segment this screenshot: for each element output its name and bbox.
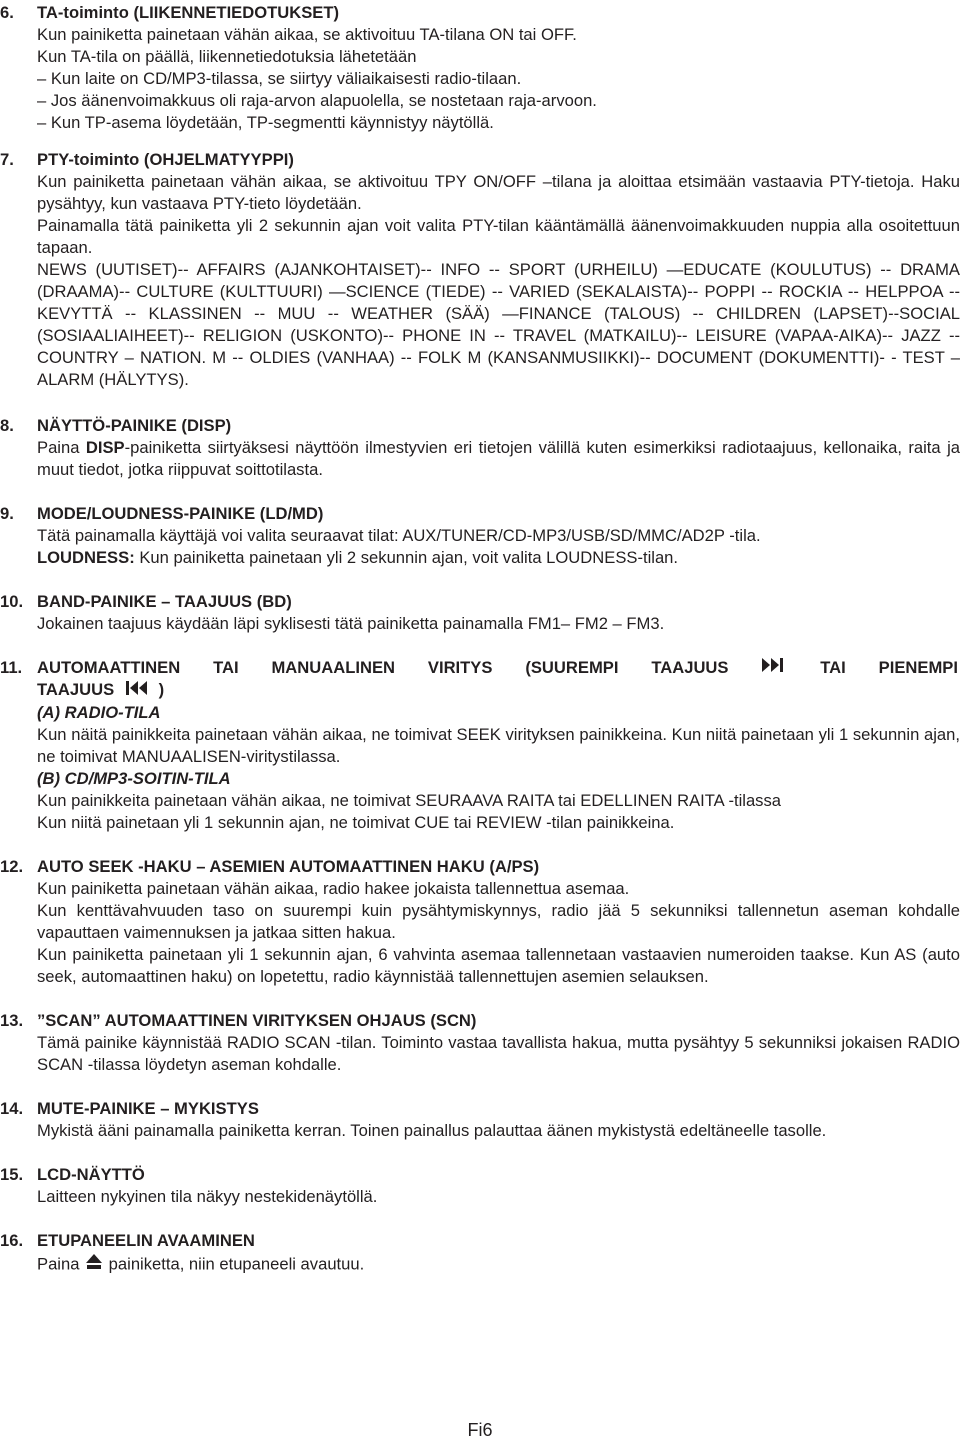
- paragraph: [37, 437, 960, 481]
- section-title: ”SCAN” AUTOMAATTINEN VIRITYKSEN OHJAUS (SCN): [37, 1010, 477, 1030]
- section-14: [0, 1098, 960, 1142]
- section-title-continued: [37, 679, 960, 702]
- section-number: 9.: [0, 504, 14, 523]
- title-word: AUTOMAATTINEN: [37, 658, 181, 677]
- title-word: ): [158, 680, 165, 699]
- section-11: [0, 657, 960, 834]
- paragraph: Kun kenttävahvuuden taso on suurempi kuin pysähtymiskynnys, radio jää 5 sekunniksi tallennetun aseman kohdalle vapauttaen vaimennuksen ja jatkaa sitten hakua.: [37, 900, 960, 942]
- text-line: Kun painiketta painetaan vähän aikaa, radio hakee jokaista tallennettua asemaa.: [37, 878, 630, 898]
- title-word: TAI: [820, 658, 846, 677]
- section-title: TA-toiminto (LIIKENNETIEDOTUKSET): [37, 3, 340, 22]
- text-fragment: Kun painiketta painetaan yli 2 sekunnin ajan, voit valita LOUDNESS-tilan.: [134, 548, 679, 567]
- section-15: [0, 1164, 960, 1208]
- pty-list: NEWS (UUTISET)-- AFFAIRS (AJANKOHTAISET)-- INFO -- SPORT (URHEILU) —EDUCATE (KOULUTUS) -- DRAMA (DRAAMA)-- CULTURE (KULTTUURI) —SCIENCE (TIEDE) -- VARIED (SEKALAISTA)-- POPPI -- ROCKIA -- HELPPOA -- KEVYTTÄ -- KLASSINEN -- MUU -- WEATHER (SÄÄ) —FINANCE (TALOUS) -- CHILDREN (LAPSET)--SOCIAL (SOSIAALIAIHEET)-- RELIGION (USKONTO)-- PHONE IN -- TRAVEL (MATKAILU)-- LEISURE (VAPAA-AIKA)-- JAZZ -- COUNTRY – NATION. M -- OLDIES (VANHAA) -- FOLK M (KANSANMUSIIKKI)-- DOCUMENT (DOKUMENTTI)- - TEST – ALARM (HÄLYTYS).: [37, 260, 960, 389]
- section-title: ETUPANEELIN AVAAMINEN: [37, 1230, 255, 1250]
- eject-icon: [84, 1252, 104, 1278]
- text-line: Jokainen taajuus käydään läpi syklisesti tätä painiketta painamalla FM1– FM2 – FM3.: [37, 614, 665, 633]
- text-line: Kun niitä painetaan yli 1 sekunnin ajan, ne toimivat CUE tai REVIEW -tilan painikkeina.: [37, 812, 675, 832]
- section-title: MODE/LOUDNESS-PAINIKE (LD/MD): [37, 504, 324, 523]
- paragraph: Kun painiketta painetaan vähän aikaa, se aktivoituu TPY ON/OFF –tilana ja aloittaa etsimään vastaavia PTY-tietoja. Haku pysähtyy, kun vastaava PTY-tieto löydetään.: [37, 172, 960, 213]
- section-16: [0, 1230, 960, 1278]
- text-fragment: -painiketta siirtyäksesi näyttöön ilmestyvien eri tietojen välillä kuten esimerkiksi radiotaajuus, kellonaika, raita ja muut tiedot, jotka riippuvat soittotilasta.: [37, 438, 960, 479]
- section-7: [0, 149, 960, 391]
- section-number: 12.: [0, 856, 24, 876]
- disp-label: DISP: [85, 438, 125, 457]
- text-line: [37, 547, 960, 569]
- section-title: MUTE-PAINIKE – MYKISTYS: [37, 1098, 259, 1118]
- text-fragment: Paina: [37, 1254, 85, 1273]
- paragraph: Painamalla tätä painiketta yli 2 sekunnin ajan voit valita PTY-tilan kääntämällä äänenvoimakkuuden nuppia alla osoitettuun tapaan.: [37, 216, 960, 257]
- section-6: [0, 2, 960, 134]
- paragraph: Kun painiketta painetaan yli 1 sekunnin ajan, 6 vahvinta asemaa tallennetaan vastaavien numeroiden taakse. Kun AS (auto seek, automaattinen haku) on lopetettu, radio käynnistää tallennettujen asemien selauksen.: [37, 944, 960, 986]
- skip-previous-icon: [123, 680, 149, 702]
- section-title: NÄYTTÖ-PAINIKE (DISP): [37, 416, 232, 435]
- text-line: Kun painikkeita painetaan vähän aikaa, ne toimivat SEURAAVA RAITA tai EDELLINEN RAITA -tilassa: [37, 790, 782, 810]
- section-number: 8.: [0, 416, 14, 435]
- title-word: TAAJUUS: [651, 658, 729, 677]
- section-number: 7.: [0, 150, 14, 169]
- text-fragment: Paina: [37, 438, 86, 457]
- text-line: – Kun laite on CD/MP3-tilassa, se siirtyy väliaikaisesti radio-tilaan.: [37, 69, 522, 88]
- text-line: [37, 1252, 960, 1278]
- title-word: TAAJUUS: [37, 680, 115, 699]
- section-number: 16.: [0, 1230, 24, 1250]
- title-word: (SUUREMPI: [525, 658, 619, 677]
- title-word: MANUAALINEN: [271, 658, 395, 677]
- paragraph: Kun näitä painikkeita painetaan vähän aikaa, ne toimivat SEEK virityksen painikkeina. Kun niitä painetaan yli 1 sekunnin ajan, ne toimivat MANUAALISEN-viritystilassa.: [37, 724, 960, 766]
- section-number: 10.: [0, 592, 24, 611]
- title-word: TAI: [213, 658, 239, 677]
- text-line: – Jos äänenvoimakkuus oli raja-arvon alapuolella, se nostetaan raja-arvoon.: [37, 91, 597, 110]
- section-number: 15.: [0, 1164, 24, 1184]
- title-word: PIENEMPI: [878, 658, 958, 677]
- section-10: [0, 591, 960, 635]
- paragraph: Mykistä ääni painamalla painiketta kerran. Toinen painallus palauttaa äänen mykistystä edeltäneelle tasolle.: [37, 1120, 827, 1140]
- loudness-label: LOUDNESS:: [37, 548, 135, 567]
- section-number: 13.: [0, 1010, 24, 1030]
- text-fragment: painiketta, niin etupaneeli avautuu.: [104, 1254, 365, 1273]
- section-title: BAND-PAINIKE – TAAJUUS (BD): [37, 592, 292, 611]
- title-word: VIRITYS: [427, 658, 493, 677]
- text-line: Kun painiketta painetaan vähän aikaa, se aktivoituu TA-tilana ON tai OFF.: [37, 25, 577, 44]
- section-13: [0, 1010, 960, 1076]
- section-title: AUTO SEEK -HAKU – ASEMIEN AUTOMAATTINEN HAKU (A/PS): [37, 856, 540, 876]
- section-number: 6.: [0, 3, 14, 22]
- text-line: – Kun TP-asema löydetään, TP-segmentti käynnistyy näytöllä.: [37, 113, 494, 132]
- section-number: 11.: [0, 658, 23, 677]
- text-line: Tätä painamalla käyttäjä voi valita seuraavat tilat: AUX/TUNER/CD-MP3/USB/SD/MMC/AD2P -tila.: [37, 526, 761, 545]
- section-8: [0, 415, 960, 481]
- section-9: [0, 503, 960, 569]
- section-title: LCD-NÄYTTÖ: [37, 1164, 145, 1184]
- subsection-title: (A) RADIO-TILA: [37, 702, 161, 722]
- manual-page: [0, 2, 960, 1278]
- section-title: [37, 657, 960, 679]
- text-line: Laitteen nykyinen tila näkyy nestekidenäytöllä.: [37, 1186, 378, 1206]
- section-number: 14.: [0, 1098, 24, 1118]
- paragraph: Tämä painike käynnistää RADIO SCAN -tilan. Toiminto vastaa tavallista hakua, mutta pysähtyy 5 sekunniksi jokaisen RADIO SCAN -tilassa löydetyn aseman kohdalle.: [37, 1032, 960, 1074]
- section-title: PTY-toiminto (OHJELMATYYPPI): [37, 150, 294, 169]
- section-12: [0, 856, 960, 988]
- subsection-title: (B) CD/MP3-SOITIN-TILA: [37, 768, 231, 788]
- text-line: Kun TA-tila on päällä, liikennetiedotuksia lähetetään: [37, 47, 417, 66]
- page-number: Fi6: [467, 1420, 493, 1440]
- skip-next-icon: [761, 657, 787, 679]
